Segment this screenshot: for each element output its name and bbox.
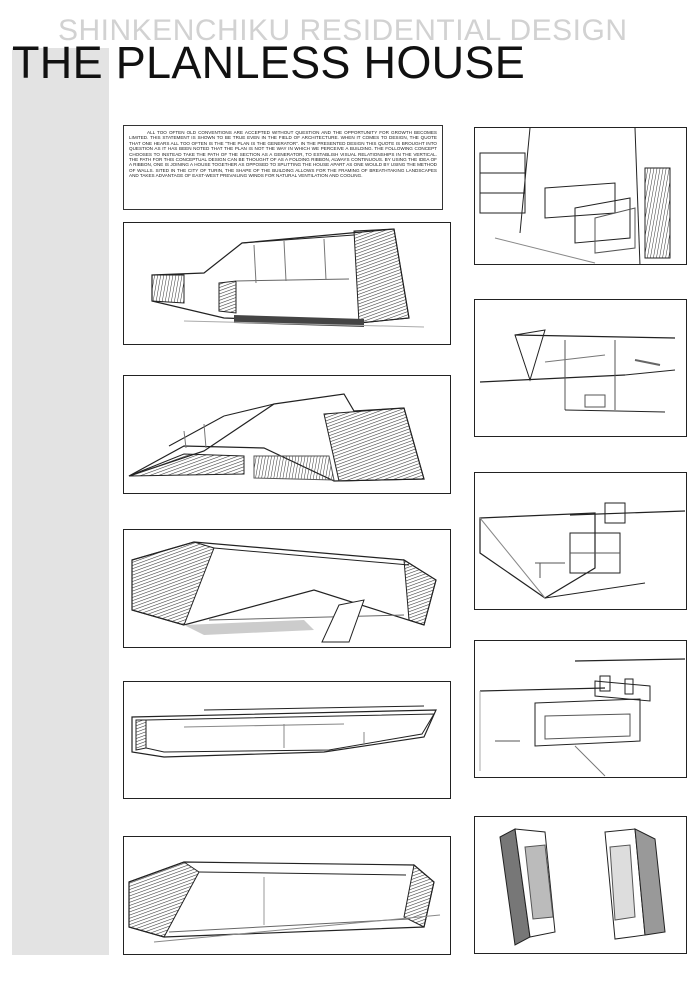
sketch-panel-6	[474, 127, 687, 265]
sketch-panel-7	[474, 299, 687, 437]
house-exterior-sketch-3	[124, 530, 451, 648]
house-exterior-sketch-5	[124, 837, 451, 955]
sketch-panel-5	[123, 836, 451, 955]
section-perspective-sketch-2	[475, 300, 687, 437]
structure-model-sketch	[475, 817, 687, 954]
sketch-panel-3	[123, 529, 451, 648]
sketch-panel-1	[123, 222, 451, 345]
sketch-panel-8	[474, 472, 687, 610]
section-perspective-sketch-3	[475, 473, 687, 610]
sketch-panel-4	[123, 681, 451, 799]
intro-text-box: ALL TOO OFTEN OLD CONVENTIONS ARE ACCEPTED WITHOUT QUESTION AND THE OPPORTUNITY FOR GROWTH BECOMES LIMITED. THIS STATEMENT IS SHOWN TO BE TRUE EVEN IN THE FIELD OF ARCHITECTURE. WHEN IT COMES TO DESIGN, THE QUOTE THAT ONE HEARS ALL TOO OFTEN IS THE "THE PLAN IS THE GENERATOR". IN THE PRESENTED DESIGN THIS QUOTE IS BROUGHT INTO QUESTION AS IT HAS BEEN NOTED THAT THE PLAN IS NOT THE WAY IN WHICH WE PERCEIVE A BUILDING. THE FOLLOWING CONCEPT CHOOSES TO INSTEAD TAKE THE PATH OF THE SECTION AS A GENERATOR, TO ESTABLISH VISUAL RELATIONSHIPS IN THE VERTICAL. THE PATH FOR THIS CONCEPTUAL DESIGN CAN BE THOUGHT OF AS A FOLDING RIBBON, ALWAYS CONTINUOUS. BY USING THE IDEA OF A RIBBON, ONE IS JOINING A HOUSE TOGETHER AS OPPOSED TO SPLITTING THE HOUSE APART AS ONE WOULD BY USING THE METHOD OF WALLS. SITED IN THE CITY OF TURIN, THE SHAPE OF THE BUILDING ALLOWS FOR THE FRAMING OF BREATHTAKING LANDSCAPES AND TAKES ADVANTAGE OF EAST-WEST PREVAILING WINDS FOR NATURAL VENTILATION AND COOLING.	[123, 125, 443, 210]
house-exterior-sketch-4	[124, 682, 451, 799]
house-exterior-sketch-2	[124, 376, 451, 494]
page-subtitle: SHINKENCHIKU RESIDENTIAL DESIGN	[58, 14, 628, 47]
sketch-panel-2	[123, 375, 451, 494]
section-perspective-sketch-4	[475, 641, 687, 778]
sketch-panel-10	[474, 816, 687, 954]
interior-perspective-sketch-1	[475, 128, 687, 265]
page-title: THE PLANLESS HOUSE	[12, 37, 526, 88]
sketch-panel-9	[474, 640, 687, 778]
side-accent-bar	[12, 48, 109, 955]
house-exterior-sketch-1	[124, 223, 451, 345]
